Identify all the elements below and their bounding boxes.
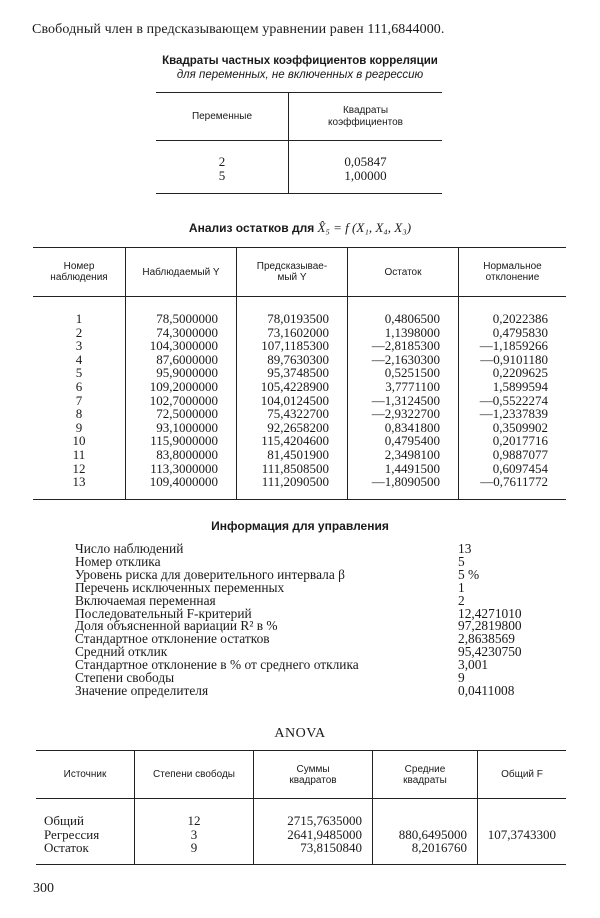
- resid-row: [33, 353, 566, 367]
- info-value: 2,8638569: [458, 631, 515, 647]
- resid-row: [33, 394, 566, 408]
- resid-row: [33, 448, 566, 462]
- resid-normal-deviation: 0,2022386: [459, 297, 567, 326]
- resid-residual: 1,4491500: [348, 462, 459, 476]
- resid-predicted: 115,4204600: [237, 434, 348, 448]
- resid-observed: 78,5000000: [126, 297, 237, 326]
- anova-header-ms-text: Средние квадраты: [403, 763, 447, 786]
- anova-mean-squares: 8,2016760: [373, 841, 478, 864]
- anova-sum-squares: 2641,9485000: [254, 828, 373, 842]
- resid-predicted: 89,7630300: [237, 353, 348, 367]
- resid-predicted: 107,1185300: [237, 339, 348, 353]
- info-heading: Информация для управления: [211, 519, 389, 533]
- resid-obs-number: 5: [75, 365, 83, 381]
- anova-header-ss: [254, 751, 373, 799]
- anova-mean-squares: [373, 799, 478, 828]
- resid-residual: 3,7771100: [348, 380, 459, 394]
- resid-predicted: 105,4228900: [237, 380, 348, 394]
- resid-observed: 109,2000000: [126, 380, 237, 394]
- resid-title: Анализ остатков для: [188, 221, 315, 235]
- resid-header-obs-text: Наблюдаемый Y: [142, 266, 220, 278]
- corr-variable: 2: [218, 154, 226, 169]
- corr-table: [156, 92, 442, 194]
- anova-header-ms: [373, 751, 478, 799]
- info-label: Степени свободы: [75, 670, 175, 685]
- resid-normal-deviation: —1,2337839: [459, 407, 567, 421]
- resid-residual: 1,1398000: [348, 326, 459, 340]
- info-label: Последовательный F-критерий: [75, 605, 252, 621]
- anova-heading: ANOVA: [274, 726, 326, 741]
- resid-normal-deviation: 1,5899594: [459, 380, 567, 394]
- anova-header-f: Общий F: [478, 751, 567, 799]
- anova-source: Общий: [44, 813, 84, 828]
- resid-header-pred-text: Предсказывае-мый Y: [256, 261, 328, 283]
- resid-obs-number: 10: [72, 433, 86, 449]
- resid-normal-deviation: 0,6097454: [459, 462, 567, 476]
- resid-header-pred: [237, 248, 348, 297]
- resid-row: [33, 297, 566, 326]
- page-number: 300: [33, 881, 54, 896]
- resid-predicted: 75,4322700: [237, 407, 348, 421]
- resid-residual: —2,8185300: [348, 339, 459, 353]
- resid-row: [33, 339, 566, 353]
- resid-obs-number: 4: [75, 351, 83, 367]
- corr-row: [156, 141, 442, 170]
- resid-predicted: 111,8508500: [237, 462, 348, 476]
- resid-predicted: 81,4501900: [237, 448, 348, 462]
- corr-header-variables: Переменные: [156, 93, 289, 141]
- resid-obs-number: 8: [75, 406, 83, 422]
- anova-table: [36, 750, 566, 865]
- resid-obs-number: 2: [75, 324, 83, 340]
- resid-obs-number: 11: [72, 446, 86, 462]
- resid-table: [33, 247, 566, 500]
- resid-residual: —2,1630300: [348, 353, 459, 367]
- corr-row: [156, 169, 442, 194]
- resid-normal-deviation: —1,1859266: [459, 339, 567, 353]
- resid-obs-number: 12: [72, 460, 86, 476]
- corr-subtitle: для переменных, не включенных в регрессию: [176, 69, 424, 81]
- resid-header-n-text: Номер наблюдения: [50, 261, 108, 283]
- anova-header-df: Степени свободы: [135, 751, 254, 799]
- resid-residual: 0,4806500: [348, 297, 459, 326]
- resid-row: [33, 407, 566, 421]
- resid-predicted: 78,0193500: [237, 297, 348, 326]
- resid-normal-deviation: —0,5522274: [459, 394, 567, 408]
- info-value: 2: [458, 592, 465, 608]
- resid-predicted: 111,2090500: [237, 475, 348, 499]
- anova-row: [36, 841, 566, 864]
- info-label: Доля объясненной вариации R² в %: [75, 618, 278, 634]
- info-label: Средний отклик: [75, 644, 168, 660]
- resid-residual: —2,9322700: [348, 407, 459, 421]
- resid-observed: 87,6000000: [126, 353, 237, 367]
- resid-residual: —1,8090500: [348, 475, 459, 499]
- resid-obs-number: 9: [75, 419, 83, 435]
- resid-normal-deviation: —0,7611772: [459, 475, 567, 499]
- resid-residual: —1,3124500: [348, 394, 459, 408]
- anova-header-source: Источник: [36, 751, 135, 799]
- info-value: 5 %: [458, 566, 480, 582]
- anova-f: [478, 799, 567, 828]
- anova-source: Регрессия: [44, 826, 100, 842]
- resid-predicted: 73,1602000: [237, 326, 348, 340]
- info-value: 5: [458, 553, 465, 569]
- resid-residual: 2,3498100: [348, 448, 459, 462]
- resid-observed: 83,8000000: [126, 448, 237, 462]
- anova-df: 9: [135, 841, 254, 864]
- info-label: Значение определителя: [75, 682, 209, 698]
- anova-row: [36, 799, 566, 828]
- resid-normal-deviation: —0,9101180: [459, 353, 567, 367]
- resid-header-norm: [459, 248, 567, 297]
- anova-sum-squares: 73,8150840: [254, 841, 373, 864]
- info-value: 13: [458, 541, 472, 556]
- info-label: Число наблюдений: [75, 541, 184, 556]
- resid-row: [33, 366, 566, 380]
- resid-row: [33, 326, 566, 340]
- resid-normal-deviation: 0,9887077: [459, 448, 567, 462]
- resid-residual: 0,5251500: [348, 366, 459, 380]
- resid-observed: 109,4000000: [126, 475, 237, 499]
- resid-observed: 104,3000000: [126, 339, 237, 353]
- resid-observed: 95,9000000: [126, 366, 237, 380]
- corr-value: 0,05847: [289, 141, 443, 170]
- resid-observed: 72,5000000: [126, 407, 237, 421]
- resid-obs-number: 1: [75, 311, 83, 326]
- info-value: 97,2819800: [458, 618, 522, 634]
- anova-source: Остаток: [44, 840, 89, 856]
- resid-predicted: 95,3748500: [237, 366, 348, 380]
- corr-section-heading: [0, 54, 600, 82]
- resid-row: [33, 434, 566, 448]
- info-value: 9: [458, 670, 465, 685]
- info-label: Номер отклика: [75, 553, 161, 569]
- resid-header-res: Остаток: [348, 248, 459, 297]
- info-value: 3,001: [458, 657, 489, 673]
- anova-sum-squares: 2715,7635000: [254, 799, 373, 828]
- resid-observed: 93,1000000: [126, 421, 237, 435]
- resid-residual: 0,8341800: [348, 421, 459, 435]
- resid-predicted: 104,0124500: [237, 394, 348, 408]
- resid-header-obs: [126, 248, 237, 297]
- corr-header-squares: [289, 93, 443, 141]
- resid-observed: 102,7000000: [126, 394, 237, 408]
- info-label: Включаемая переменная: [75, 592, 216, 608]
- corr-header-squares-text: Квадраты коэффициентов: [328, 104, 403, 128]
- info-value: 0,0411008: [458, 682, 515, 698]
- resid-obs-number: 13: [72, 474, 86, 490]
- resid-obs-number: 7: [75, 392, 83, 408]
- resid-obs-number: 6: [75, 378, 83, 394]
- corr-variable: 5: [218, 168, 226, 183]
- info-label: Уровень риска для доверительного интервала β: [75, 566, 345, 582]
- info-value: 95,4230750: [458, 644, 522, 660]
- intercept-statement: Свободный член в предсказывающем уравнении равен 111,6844000.: [32, 22, 445, 37]
- resid-header-n: [33, 248, 126, 297]
- resid-row: [33, 421, 566, 435]
- info-value: 12,4271010: [458, 605, 522, 621]
- resid-obs-number: 3: [75, 338, 83, 354]
- resid-observed: 74,3000000: [126, 326, 237, 340]
- resid-row: [33, 462, 566, 476]
- resid-predicted: 92,2658200: [237, 421, 348, 435]
- anova-mean-squares: 880,6495000: [373, 828, 478, 842]
- resid-row: [33, 380, 566, 394]
- info-value: 1: [458, 579, 465, 595]
- resid-row: [33, 475, 566, 499]
- corr-value: 1,00000: [289, 169, 443, 194]
- resid-normal-deviation: 0,2017716: [459, 434, 567, 448]
- resid-normal-deviation: 0,3509902: [459, 421, 567, 435]
- resid-normal-deviation: 0,2209625: [459, 366, 567, 380]
- resid-formula: X̂₅ = f (X₁, X₄, X₃): [317, 220, 412, 235]
- corr-title: Квадраты частных коэффициентов корреляции: [162, 55, 438, 67]
- anova-df: 3: [135, 828, 254, 842]
- anova-df: 12: [135, 799, 254, 828]
- anova-f: [478, 841, 567, 864]
- info-label: Перечень исключенных переменных: [75, 579, 285, 595]
- resid-residual: 0,4795400: [348, 434, 459, 448]
- resid-section-heading: [0, 220, 600, 236]
- info-label: Стандартное отклонение остатков: [75, 631, 270, 647]
- info-label: Стандартное отклонение в % от среднего отклика: [75, 657, 359, 673]
- resid-observed: 113,3000000: [126, 462, 237, 476]
- anova-row: [36, 828, 566, 842]
- resid-header-norm-text: Нормальное отклонение: [483, 261, 542, 283]
- anova-f: 107,3743300: [478, 828, 567, 842]
- resid-normal-deviation: 0,4795830: [459, 326, 567, 340]
- resid-observed: 115,9000000: [126, 434, 237, 448]
- anova-header-ss-text: Суммы квадратов: [289, 763, 337, 786]
